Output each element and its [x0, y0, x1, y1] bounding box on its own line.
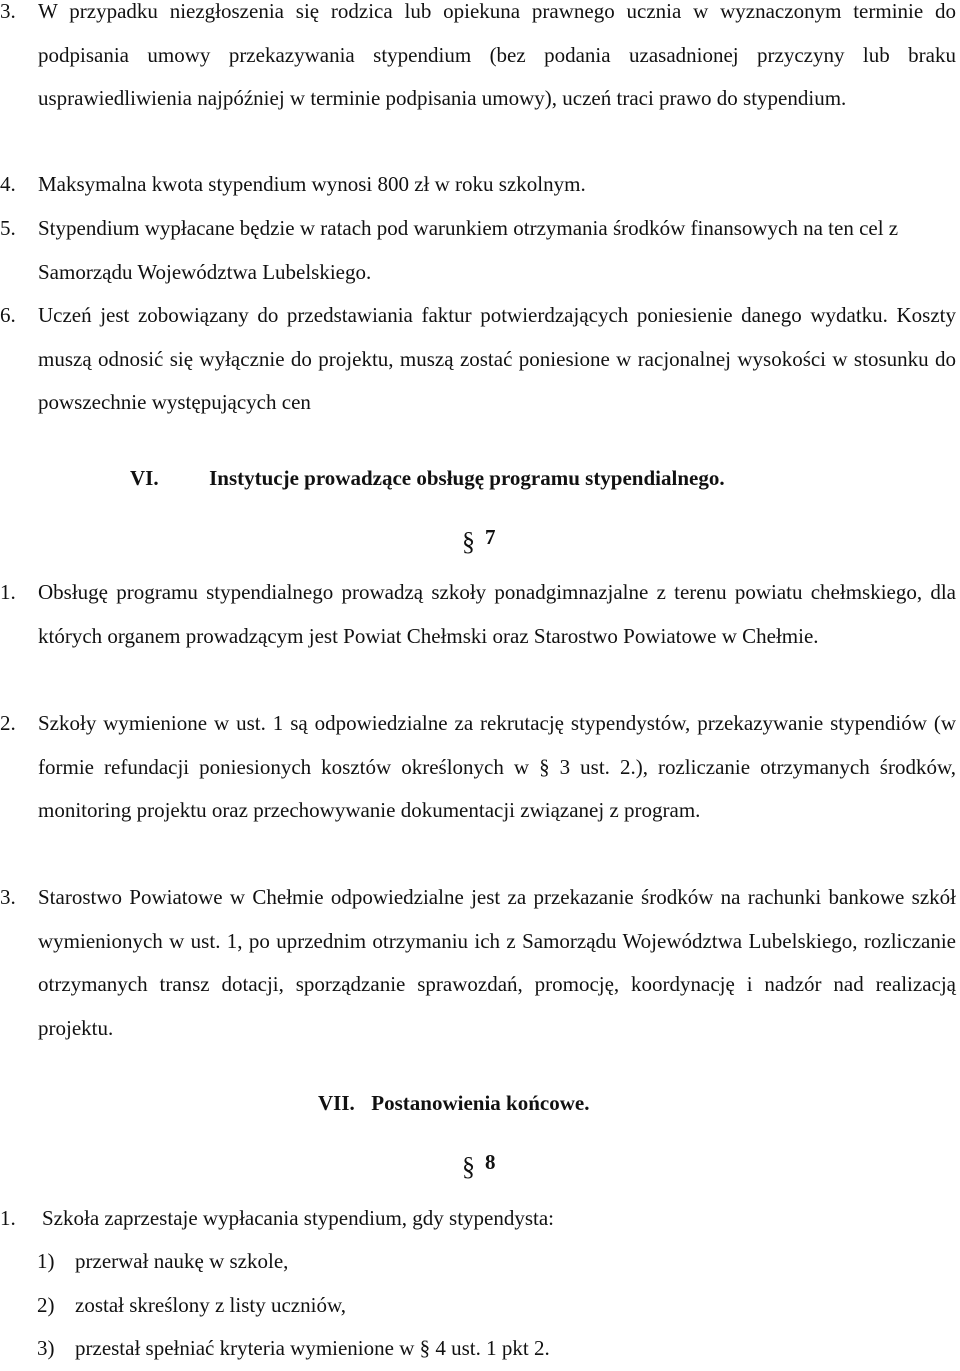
list-item-text: Maksymalna kwota stypendium wynosi 800 zł w roku szkolnym. — [38, 172, 586, 196]
list-item-text: Stypendium wypłacane będzie w ratach pod warunkiem otrzymania środków finansowych na ten cel z Samorządu Województwa Lubelskiego. — [38, 216, 899, 284]
sub-item-1 — [37, 1240, 289, 1284]
paragraph-symbol: § — [462, 1152, 475, 1181]
section-roman-numeral: VI. — [130, 466, 159, 490]
list-item-number: 6. — [0, 303, 16, 327]
list-item-number: 3. — [0, 885, 16, 909]
sub-item-text: przerwał naukę w szkole, — [75, 1249, 289, 1273]
section-heading-vi — [130, 463, 725, 493]
sub-item-text: został skreślony z listy uczniów, — [75, 1293, 347, 1317]
sub-item-3 — [37, 1327, 550, 1371]
paragraph-mark-8 — [462, 1147, 496, 1182]
sub-item-number: 3) — [37, 1336, 55, 1360]
list-item-text: Starostwo Powiatowe w Chełmie odpowiedzialne jest za przekazanie środków na rachunki bankowe szkół wymienionych w ust. 1, po uprzednim otrzymaniu ich z Samorządu Województwa Lubelskiego, rozliczanie otrzymanych transz dotacji, sporządzanie sprawozdań, promocję, koordynację i nadzór nad realizacją projektu. — [38, 885, 956, 1040]
list-item-text: W przypadku niezgłoszenia się rodzica lub opiekuna prawnego ucznia w wyznaczonym terminie do podpisania umowy przekazywania stypendium (bez podania uzasadnionej przyczyny lub braku usprawiedliwienia najpóźniej w terminie podpisania umowy), uczeń traci prawo do stypendium. — [38, 0, 956, 110]
section-vii-item-1 — [0, 1197, 942, 1241]
list-item-text: Uczeń jest zobowiązany do przedstawiania faktur potwierdzających poniesienie danego wydatku. Koszty muszą odnosić się wyłącznie do projektu, muszą zostać poniesione w racjonalnej wysokości w stosunku do powszechnie występujących cen — [38, 303, 956, 414]
list-item-4 — [0, 163, 956, 207]
list-item-number: 2. — [0, 711, 16, 735]
list-item-number: 3. — [0, 0, 16, 23]
list-item-text: Szkoły wymienione w ust. 1 są odpowiedzialne za rekrutację stypendystów, przekazywanie stypendiów (w formie refundacji poniesionych kosztów określonych w § 3 ust. 2.), rozliczanie otrzymanych środków, monitoring projektu oraz przechowywanie dokumentacji związanej z program. — [38, 711, 956, 822]
paragraph-symbol: § — [462, 527, 475, 556]
section-vi-item-1 — [0, 571, 956, 658]
paragraph-number: 8 — [485, 1150, 496, 1174]
list-item-text: Szkoła zaprzestaje wypłacania stypendium, gdy stypendysta: — [42, 1206, 555, 1230]
list-item-text: Obsługę programu stypendialnego prowadzą szkoły ponadgimnazjalne z terenu powiatu chełmskiego, dla których organem prowadzącym jest Powiat Chełmski oraz Starostwo Powiatowe w Chełmie. — [38, 580, 956, 648]
section-title: Instytucje prowadzące obsługę programu stypendialnego. — [209, 466, 725, 490]
section-roman-numeral: VII. — [318, 1091, 355, 1115]
list-item-number: 1. — [0, 580, 16, 604]
list-item-5 — [0, 207, 958, 294]
list-item-number: 4. — [0, 172, 16, 196]
list-item-6 — [0, 294, 956, 425]
section-vi-item-3 — [0, 876, 956, 1050]
paragraph-number: 7 — [485, 525, 496, 549]
section-heading-vii — [318, 1088, 589, 1118]
list-item-3 — [0, 0, 956, 121]
sub-item-text: przestał spełniać kryteria wymienione w § 4 ust. 1 pkt 2. — [75, 1336, 550, 1360]
sub-item-2 — [37, 1284, 347, 1328]
section-title: Postanowienia końcowe. — [371, 1091, 590, 1115]
list-item-number: 1. — [0, 1206, 16, 1230]
sub-item-number: 1) — [37, 1249, 55, 1273]
sub-item-number: 2) — [37, 1293, 55, 1317]
paragraph-mark-7 — [462, 522, 496, 557]
list-item-number: 5. — [0, 216, 16, 240]
section-vi-item-2 — [0, 702, 956, 833]
